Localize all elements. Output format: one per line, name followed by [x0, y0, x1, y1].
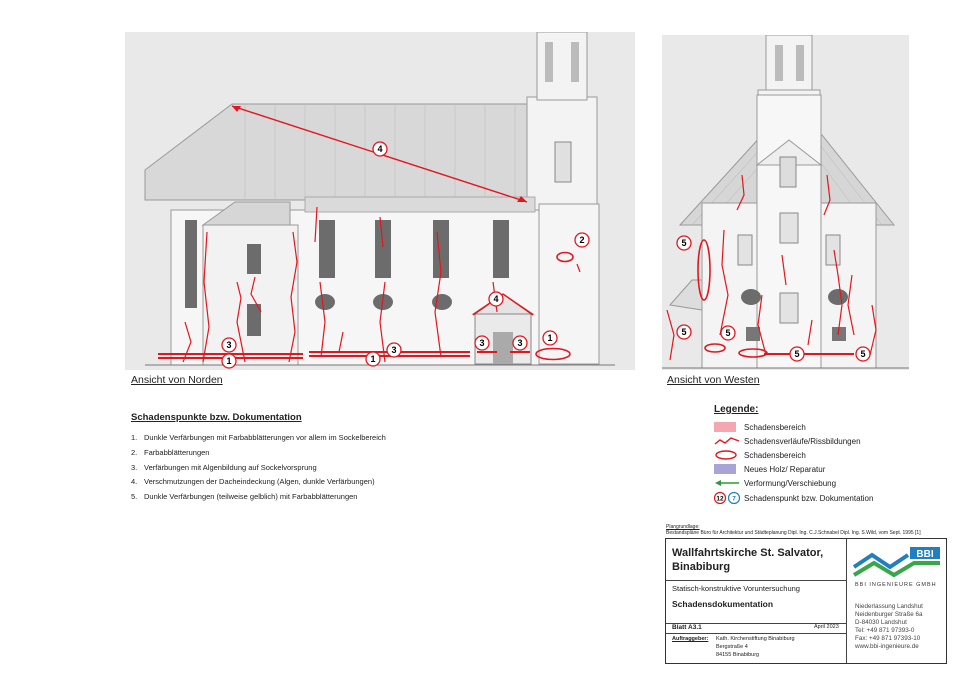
damage-list-item [131, 461, 551, 476]
damage-list-number: 5. [131, 492, 138, 502]
damage-list-item [131, 431, 551, 446]
damage-list-item [131, 446, 551, 461]
west-elevation-drawing [662, 35, 909, 370]
document-title: Schadensdokumentation [672, 599, 774, 609]
plan-basis-text: Bestandspläne Büro für Architektur und Städteplanung Dipl. Ing. C.J.Schnabel Dipl. Ing. S.Wild, vom Sept. 1995 [1] [666, 530, 921, 536]
project-title-line2: Binabiburg [672, 561, 731, 573]
marker-5-base-left [721, 326, 735, 340]
marker-3-portal-left [475, 336, 489, 350]
marker-5-base-right [856, 347, 870, 361]
svg-text:7: 7 [732, 495, 736, 503]
svg-text:2: 2 [579, 235, 585, 245]
sheet-number: Blatt A3.1 [672, 624, 702, 631]
damage-list-text: Farbabblätterungen [144, 447, 210, 457]
svg-text:5: 5 [794, 349, 800, 359]
damage-list-item [131, 475, 551, 490]
office-address: Niederlassung Landshut Neidenburger Straße 6a D-84030 Landshut Tel: +49 871 97393-0 Fax: +49 871 97393-10 www.bbi-ingenieure.de [855, 603, 923, 650]
svg-text:3: 3 [226, 340, 232, 350]
svg-text:1: 1 [226, 356, 232, 366]
title-block [665, 538, 947, 664]
marker-1-tower [543, 331, 557, 345]
north-elevation-caption: Ansicht von Norden [131, 374, 223, 386]
svg-text:1: 1 [547, 333, 553, 343]
damage-list-title: Schadenspunkte bzw. Dokumentation [131, 412, 302, 423]
svg-text:5: 5 [681, 327, 687, 337]
legend-item-damage-point: 12 7 Schadenspunkt bzw. Dokumentation [714, 491, 873, 505]
svg-text:3: 3 [391, 345, 397, 355]
legend-title: Legende: [714, 404, 759, 415]
client-line-2: Bergstraße 4 [716, 644, 748, 650]
marker-3-portal-right [513, 336, 527, 350]
purple-swatch-icon [714, 464, 736, 474]
damage-list [131, 431, 551, 505]
svg-text:1: 1 [370, 354, 376, 364]
marker-5-base-mid [790, 347, 804, 361]
company-name: BBI INGENIEURE GMBH [855, 582, 937, 588]
north-elevation-drawing [125, 32, 635, 370]
svg-text:3: 3 [517, 338, 523, 348]
svg-text:4: 4 [493, 294, 499, 304]
crack-line-icon [714, 435, 740, 447]
damage-list-text: Dunkle Verfärbungen mit Farbabblätterungen vor allem im Sockelbereich [144, 433, 386, 442]
marker-5-wall [677, 236, 691, 250]
legend-item-deformation: Verformung/Verschiebung [714, 476, 836, 490]
ellipse-outline-icon [714, 449, 740, 461]
marker-4-portal [489, 292, 503, 306]
numbered-circles-icon [714, 491, 744, 505]
damage-list-number: 4. [131, 477, 138, 487]
green-arrow-icon [714, 477, 740, 489]
marker-3-mid [387, 343, 401, 357]
damage-list-number: 1. [131, 433, 138, 442]
client-line-1: Kath. Kirchenstiftung Binabiburg [716, 636, 795, 642]
svg-text:5: 5 [860, 349, 866, 359]
marker-1-west [222, 354, 236, 368]
marker-5-annex [677, 325, 691, 339]
damage-list-text: Verfärbungen mit Algenbildung auf Sockelvorsprung [144, 462, 317, 472]
marker-3-west [222, 338, 236, 352]
marker-4-roof [373, 142, 387, 156]
damage-list-number: 3. [131, 462, 138, 472]
svg-text:5: 5 [681, 238, 687, 248]
west-elevation-caption: Ansicht von Westen [667, 374, 760, 386]
bbi-logo-icon [852, 545, 942, 579]
client-label: Auftraggeber: [672, 636, 709, 642]
plan-basis [666, 524, 921, 536]
legend [714, 420, 914, 520]
damage-list-text: Dunkle Verfärbungen (teilweise gelblich) mit Farbabblätterungen [144, 492, 358, 502]
damage-list-text: Verschmutzungen der Dacheindeckung (Algen, dunkle Verfärbungen) [144, 477, 375, 487]
plan-basis-label: Plangrundlage: [666, 524, 700, 530]
client-line-3: 84155 Binabiburg [716, 652, 760, 658]
svg-text:BBI: BBI [916, 549, 934, 560]
marker-2 [575, 233, 589, 247]
pink-swatch-icon [714, 422, 736, 432]
legend-item-damage-outline: Schadensbereich [714, 448, 806, 462]
study-type: Statisch-konstruktive Voruntersuchung [672, 584, 800, 593]
marker-1-mid [366, 352, 380, 366]
legend-item-damage-area: Schadensbereich [714, 420, 806, 434]
legend-item-new-wood: Neues Holz/ Reparatur [714, 462, 825, 476]
legend-item-cracks: Schadensverläufe/Rissbildungen [714, 434, 861, 448]
svg-text:12: 12 [716, 495, 724, 503]
damage-list-number: 2. [131, 447, 138, 457]
svg-text:4: 4 [377, 144, 383, 154]
sheet-date: April 2023 [814, 624, 839, 630]
svg-text:3: 3 [479, 338, 485, 348]
svg-text:5: 5 [725, 328, 731, 338]
damage-list-item [131, 490, 551, 505]
project-title-line1: Wallfahrtskirche St. Salvator, [672, 547, 824, 559]
